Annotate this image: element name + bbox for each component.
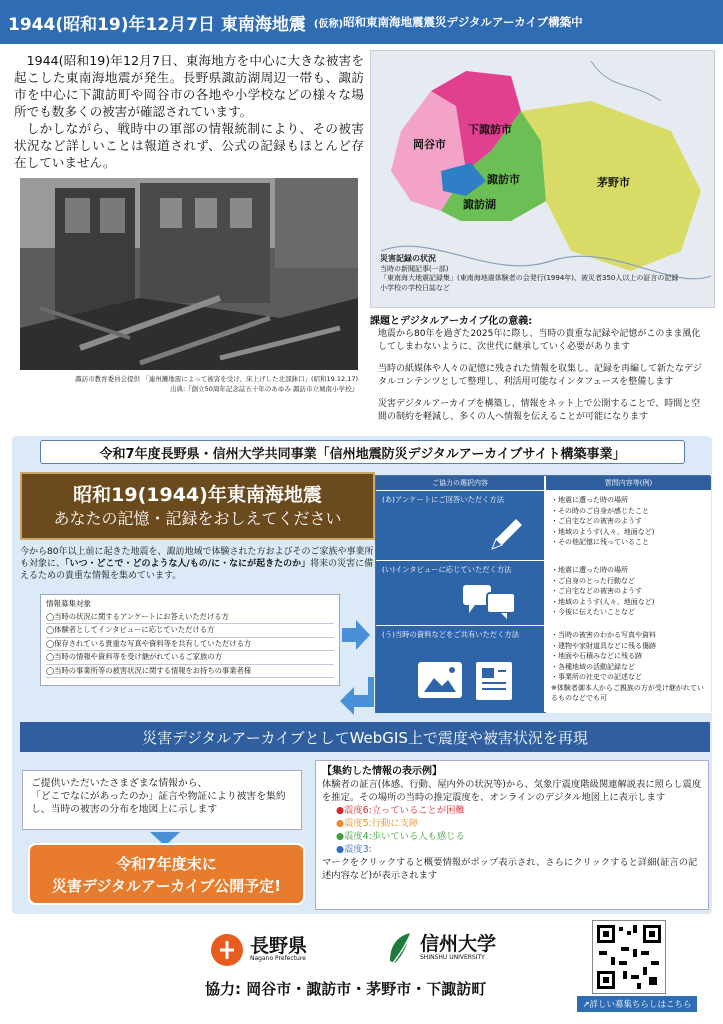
nagano-logo-icon [210,933,244,967]
map-legend [380,254,710,293]
question-item: ・ご自宅などの被害のようす [551,517,642,525]
shinshu-logo-en: SHINSHU UNIVERSITY [420,954,485,961]
target-item: ◯当時の情報や資料等を受け継がれているご家族の方 [46,651,334,665]
nagano-logo-text: 長野県 [250,935,308,957]
release-line-2: 災害デジタルアーカイブ公開予定! [51,877,282,895]
lead-emphasis: 「いつ・どこで・どのような人/もの/に・なにが起きたのか」 [65,559,311,569]
option-label: (う)当時の資料などをご共有いただく方法 [382,630,520,639]
project-title: 令和7年度長野県・信州大学共同事業「信州地震防災デジタルアーカイブサイト構築事業」 [40,440,685,464]
targets-box [40,594,340,686]
question-item: ・地震に遭った時の場所 [551,566,628,574]
map-label-okaya: 岡谷市 [413,138,446,151]
document-icon [416,660,526,704]
cooperation-table [375,475,710,713]
display-body: 体験者の証言(体感、行動、屋内外の状況等)から、気象庁震度階級関連解説表に照らし震度を推定。その場所の当時の推定震度を、オンラインのデジタル地図上に表示します [322,779,702,803]
issues-title: 課題とデジタルアーカイブ化の意義: [370,316,533,327]
issues-body [378,328,708,433]
intensity-level-4: ●震度4:歩いている人も感じる [336,831,465,842]
callout-line-2: あなたの記憶・記録をおしえてください [53,509,342,528]
map-legend-line: 当時の新聞記事(一部) [380,264,449,273]
display-title: 【集約した情報の表示例】 [322,766,442,777]
target-item: ◯当時の事業所等の被害状況に関する情報をお持ちの事業者様 [46,665,334,679]
map-label-suwa: 諏訪市 [487,173,520,186]
photo-caption-line-1: 諏訪市教育委員会提供 「連州灘地震によって被害を受け、床上げした北部鉢口」(昭和19.12.17) [75,375,358,383]
target-item: ◯体験者としてインタビューに応じていただける方 [46,624,334,638]
question-item: ・ご自宅などの被害のようす [551,587,642,595]
intro-paragraph-2: しかしながら、戦時中の軍部の情報統制により、その被害状況など詳しいことは報道されず、公式の記録もほとんど存在していません。 [14,121,364,170]
map-legend-line: 「東南海大地震記録集」(東南海地震体験者の会発行(1994年)、被災者350人以上の証言の記録 [380,274,679,282]
subtitle-prefix: (仮称) [313,18,344,30]
question-item: ・その時のご自身が感じたこと [551,506,649,515]
question-item: ・当時の被害のわかる写真や資料 [551,631,656,639]
question-item: ・地域のようす(人々、地面など) [551,527,655,536]
target-item: ◯当時の状況に関するアンケートにお答えいただける方 [46,611,334,625]
question-item: ・各種地域の活動記録など [551,662,635,671]
issues-paragraph: 災害デジタルアーカイブを構築し、情報をネット上で公開することで、時間と空間の制約を軽減し、多くの人へ情報を伝えることが可能になります [378,399,701,422]
nagano-logo-en: Nagano Prefecture [250,955,306,962]
question-item: ・ご自身のとった行動など [551,576,635,585]
table-header-options: ご協力の選択内容 [376,476,544,490]
map-label-chino: 茅野市 [597,176,630,189]
table-option-cell [376,626,544,713]
callout-line-1: 昭和19(1944)年東南海地震 [73,484,322,506]
question-note: ※体験者御本人からご親族の方が受け継がれているものなどでも可 [551,683,704,702]
arrow-curve-icon [338,675,378,715]
qr-code[interactable] [592,920,666,994]
chat-icon [461,581,521,621]
question-list [546,561,711,625]
table-option-cell [376,561,544,625]
intensity-level-5: ●震度5:行動に支障 [336,818,419,829]
table-option-cell [376,491,544,560]
question-item: ・地域のようす(人々、地面など) [551,597,655,606]
webgis-band: 災害デジタルアーカイブとしてWebGIS上で震度や被害状況を再現 [20,722,710,752]
shinshu-logo-text: 信州大学 [420,933,497,955]
page-header [0,0,723,44]
intro-paragraph-1: 1944(昭和19)年12月7日、東海地方を中心に大きな被害を起こした東南海地震が発生。長野県諏訪湖周辺一帯も、諏訪市を中心に下諏訪町や岡谷市の各地や小学校などの様々な場所でも数多くの被害が確認されています。 [14,53,364,119]
table-row [376,625,711,713]
intro-text [14,52,364,171]
question-list [546,626,711,713]
targets-title: 情報募集対象 [46,599,91,608]
map-label-shimosuwa: 下諏訪市 [468,123,512,136]
option-label: (あ)アンケートにご回答いただく方法 [382,495,505,504]
callout-banner [20,472,375,540]
page-subtitle: 昭和東南海地震震災デジタルアーカイブ構築中 [343,15,583,29]
logos [210,925,510,970]
photo-caption [20,374,358,394]
question-item: ・地震に遭った時の場所 [551,496,628,504]
release-banner [28,843,305,905]
lead-text-1: 今から80年以上前に起きた地震を、諏訪地域で体験された方およびそのご家族や事業所も対象に、 [20,547,374,569]
lead-text [20,546,375,582]
issues-paragraph: 地震から80年を過ぎた2025年に際し、当時の貴重な記録や記憶がこのまま風化してしまわないように、次世代に継承していく必要があります [378,329,701,352]
question-item: ・地面や石積みなどに残る跡 [551,652,642,660]
detail-link[interactable]: ↗詳しい募集ちらしはこちら [577,996,697,1012]
shinshu-logo-icon [385,931,415,967]
table-row [376,490,711,560]
pencil-icon [486,515,526,555]
intensity-level-6: ●震度6:立っていることが困難 [336,805,465,816]
question-list [546,491,711,560]
display-example [315,760,709,910]
question-item: ・事業所の社史での記述など [551,673,642,681]
map-legend-title: 災害記録の状況 [380,254,436,263]
map-legend-line: 小学校の学校日誌など [380,283,450,292]
intensity-level-3: ●震度3: [336,844,372,855]
lead-text-2: 将来の災害に備えるための貴重な情報を集めています。 [20,559,374,581]
page-title: 1944(昭和19)年12月7日 東南海地震 [8,14,306,35]
info-text-2: 「どこでなにがあったのか」証言や物証により被害を集約し、当時の被害の分布を地図上に示します [31,791,286,815]
question-item: ・今後に伝えたいことなど [551,608,635,616]
table-header-questions: 質問内容等(例) [546,476,711,490]
target-item: ◯保存されている貴重な写真や資料等を共有していただける方 [46,638,334,652]
cooperation-text: 協力: 岡谷市・諏訪市・茅野市・下諏訪町 [205,980,487,998]
photo-caption-line-2: 出典:『創立50周年記念誌五十年のあゆみ 諏訪市立城南小学校』 [169,385,358,393]
damage-photo [20,178,358,370]
info-text-1: ご提供いただいたさまざまな情報から、 [31,778,208,789]
question-item: ・建物や家財道具などに残る傷跡 [551,641,656,650]
option-label: (い)インタビューに応じていただく方法 [382,565,512,574]
question-item: ・その他記憶に残っていること [551,538,649,546]
table-row [376,560,711,625]
release-line-1: 令和7年度末に [116,855,217,873]
info-box [22,770,302,830]
arrow-right-icon [342,620,372,650]
map-label-suwako: 諏訪湖 [463,198,496,211]
display-footer: マークをクリックすると概要情報がポップ表示され、さらにクリックすると詳細(証言の記述内容など)が表示されます [322,857,698,881]
issues-paragraph: 当時の紙媒体や人々の記憶に残された情報を収集し、記録を再編して新たなデジタルコンテンツとして整理し、利活用可能なインタフェースを整備します [378,364,702,387]
